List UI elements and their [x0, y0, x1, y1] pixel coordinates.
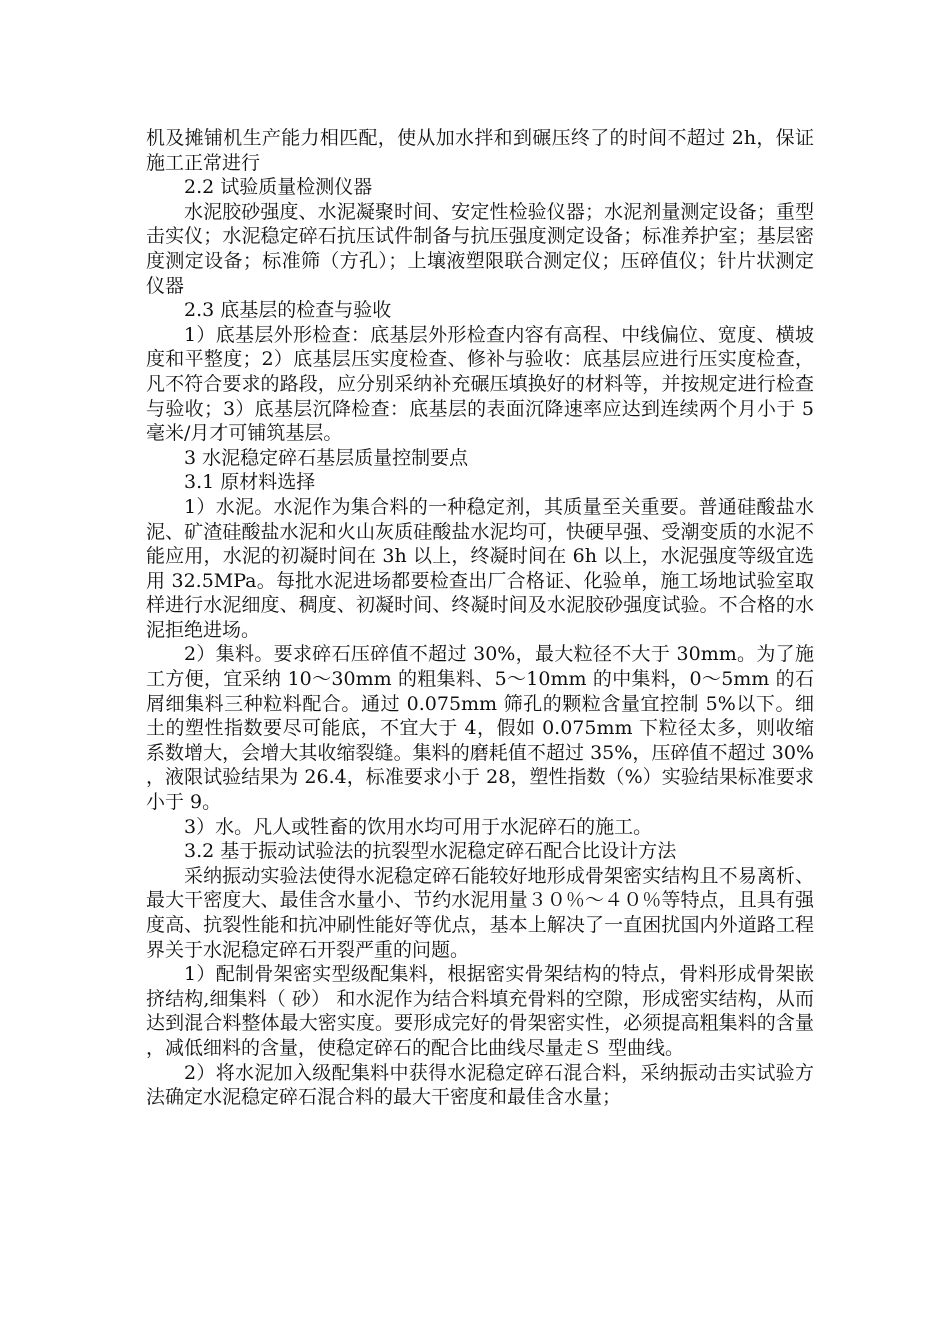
section-heading-3-1: 3.1 原材料选择 — [184, 471, 316, 494]
paragraph-subbase-inspection: 1）底基层外形检查：底基层外形检查内容有高程、中线偏位、宽度、横坡度和平整度；2）底基层压实度检查、修补与验收：底基层应进行压实度检查，凡不符合要求的路段，应分别采纳补充碾压填换好的材料等，并按规定进行检查与验收；3）底基层沉降检查：底基层的表面沉降速率应达到连续两个月小于 5 毫米/月才可铺筑基层。 — [146, 323, 814, 445]
paragraph-continuation: 机及摊铺机生产能力相匹配，使从加水拌和到碾压终了的时间不超过 2h，保证施工正常进行 — [146, 127, 814, 174]
paragraph-instruments: 水泥胶砂强度、水泥凝聚时间、安定性检验仪器；水泥剂量测定设备；重型击实仪；水泥稳定碎石抗压试件制备与抗压强度测定设备；标准养护室；基层密度测定设备；标准筛（方孔）；上壤液塑限联合测定仪；压碎值仪；针片状测定仪器 — [146, 200, 814, 297]
paragraph-cement: 1）水泥。水泥作为集合料的一种稳定剂，其质量至关重要。普通硅酸盐水泥、矿渣硅酸盐水泥和火山灰质硅酸盐水泥均可，快硬早强、受潮变质的水泥不能应用，水泥的初凝时间在 3h 以上，终凝时间在 6h 以上，水泥强度等级宜选用 32.5MPa。每批水泥进场都要检查出厂合格证、化验单，施工场地试验室取样进行水泥细度、稠度、初凝时间、终凝时间及水泥胶砂强度试验。不合格的水泥拒绝进场。 — [146, 495, 814, 641]
paragraph-skeleton-gradation: 1）配制骨架密实型级配集料，根据密实骨架结构的特点，骨料形成骨架嵌挤结构,细集料（ 砂） 和水泥作为结合料填充骨料的空隙，形成密实结构，从而达到混合料整体最大密实度。要形成完好的骨架密实性，必须提高粗集料的含量，减低细料的含量，使稳定碎石的配合比曲线尽量走Ｓ 型曲线。 — [146, 963, 814, 1059]
document-body — [146, 126, 814, 1110]
paragraph-water: 3）水。凡人或牲畜的饮用水均可用于水泥碎石的施工。 — [184, 815, 653, 838]
paragraph-vibration-method: 采纳振动实验法使得水泥稳定碎石能较好地形成骨架密实结构且不易离析、最大干密度大、最佳含水量小、节约水泥用量３０％～４０％等特点，且具有强度高、抗裂性能和抗冲刷性能好等优点，基本上解决了一直困扰国内外道路工程界关于水泥稳定碎石开裂严重的问题。 — [146, 864, 814, 961]
section-heading-3: 3 水泥稳定碎石基层质量控制要点 — [184, 446, 469, 469]
section-heading-3-2: 3.2 基于振动试验法的抗裂型水泥稳定碎石配合比设计方法 — [184, 840, 677, 863]
paragraph-aggregate: 2）集料。要求碎石压碎值不超过 30%，最大粒径不大于 30mm。为了施工方便，宜采纳 10～30mm 的粗集料、5～10mm 的中集料，0～5mm 的石屑细集料三种粒料配合。通过 0.075mm 筛孔的颗粒含量宜控制 5%以下。细土的塑性指数要尽可能底，不宜大于 4，假如 0.075mm 下粒径太多，则收缩系数增大，会增大其收缩裂缝。集料的磨耗值不超过 35%，压碎值不超过 30%，液限试验结果为 26.4，标准要求小于 28，塑性指数（%）实验结果标准要求小于 9。 — [146, 643, 814, 814]
section-heading-2-3: 2.3 底基层的检查与验收 — [184, 299, 392, 322]
paragraph-mix-test: 2）将水泥加入级配集料中获得水泥稳定碎石混合料，采纳振动击实试验方法确定水泥稳定碎石混合料的最大干密度和最佳含水量； — [146, 1061, 814, 1109]
section-heading-2-2: 2.2 试验质量检测仪器 — [184, 176, 373, 199]
